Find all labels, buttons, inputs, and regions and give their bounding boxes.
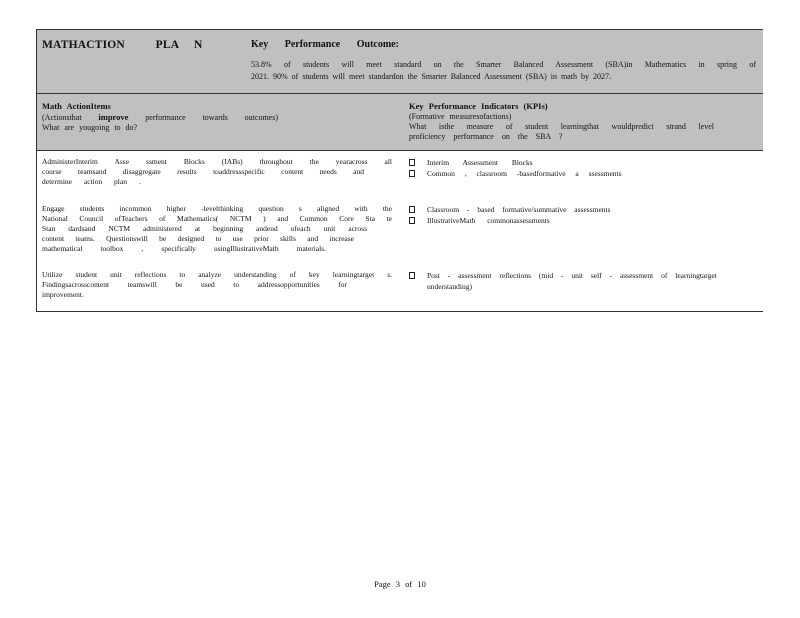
action-item-line: National Council ofTeachers of Mathematics( NCTM ) and Common Core Sta te: [42, 214, 392, 223]
kpi-list: [409, 157, 754, 179]
kpo-line: 53.8% of students will meet standard on the Smarter Balanced Assessment (SBA)in Mathematics in spring of: [251, 60, 756, 69]
action-item-line: course teamsand disaggregate results toaddressspecific content needs and: [42, 167, 364, 176]
kpi-heading: Key Performance Indicators (KPIs): [409, 101, 548, 111]
key-performance-outcome-text: [251, 59, 756, 83]
action-item-line: determine action plan .: [42, 177, 141, 186]
plan-title: MATHACTION PLA N: [42, 39, 203, 51]
action-items-subheading-bold: improve: [98, 112, 129, 122]
bullet-box-icon: [409, 170, 415, 177]
page-number: Page 3 of 10: [374, 579, 426, 589]
action-plan-table: [36, 29, 763, 312]
kpi-subheading: (Formative measuresofactions): [409, 112, 512, 121]
action-items-subheading: [42, 112, 278, 123]
column-headings: [37, 94, 763, 151]
bullet-box-icon: [409, 217, 415, 224]
kpi-text: Interim Assessment Blocks: [427, 158, 533, 167]
kpi-text: IllustrativeMath commonassessments: [427, 216, 550, 225]
action-item-line: AdministerInterim Asse ssment Blocks (IABs) throughout the yearacross all: [42, 157, 392, 166]
bullet-box-icon: [409, 159, 415, 166]
action-items-heading-block: [42, 101, 387, 133]
action-items-heading: Math ActionItems: [42, 101, 111, 111]
action-item-line: Findingsacrosscontent teamswill be used to addressopportunities for: [42, 280, 347, 289]
action-items-subheading-prefix: (Actionsthat: [42, 113, 82, 122]
action-item-line: content teams. Questionswill be designed to use prior skills and increase: [42, 234, 354, 243]
kpi-list: [409, 270, 754, 292]
kpi-heading-block: [409, 101, 754, 142]
action-item-line: Stan dardsand NCTM administered at beginning andend ofeach unit across: [42, 224, 367, 233]
kpi-question-line1: What isthe measure of student learningthat wouldpredict strand level: [409, 122, 714, 131]
kpi-item: [409, 204, 754, 215]
kpi-text: Classroom - based formative/summative assessments: [427, 205, 611, 214]
kpi-text: Common , classroom -basedformative a ssessments: [427, 169, 622, 178]
bullet-box-icon: [409, 272, 415, 279]
action-items-question: What are yougoing to do?: [42, 123, 138, 132]
action-items-subheading-suffix: performance towards outcomes): [145, 113, 278, 122]
action-item-line: Engage students incommon higher -levelthinking question s aligned with the: [42, 204, 392, 213]
kpi-question-line2: proficiency performance on the SBA ?: [409, 132, 563, 141]
action-item: [42, 157, 392, 187]
action-items-body: [37, 151, 763, 311]
key-performance-outcome-label: Key Performance Outcome:: [251, 39, 399, 50]
action-item: [42, 204, 392, 254]
action-item-line: mathematical toolbox , specifically usingIllustrativeMath materials.: [42, 244, 326, 253]
action-item: [42, 270, 392, 300]
action-item-line: improvement.: [42, 290, 84, 299]
kpi-item: [409, 168, 754, 179]
kpi-list: [409, 204, 754, 226]
kpi-item: [409, 215, 754, 226]
kpi-text: Post - assessment reflections (mid - unit self - assessment of learningtarget understanding): [427, 271, 717, 291]
plan-header: [37, 30, 763, 94]
kpo-line: 2021. 90% of students will meet standardon the Smarter Balanced Assessment (SBA) in math by 2027.: [251, 72, 611, 81]
kpi-item: [409, 270, 754, 292]
action-item-line: Utilize student unit reflections to analyze understanding of key learningtarget s.: [42, 270, 392, 279]
bullet-box-icon: [409, 206, 415, 213]
kpi-item: [409, 157, 754, 168]
